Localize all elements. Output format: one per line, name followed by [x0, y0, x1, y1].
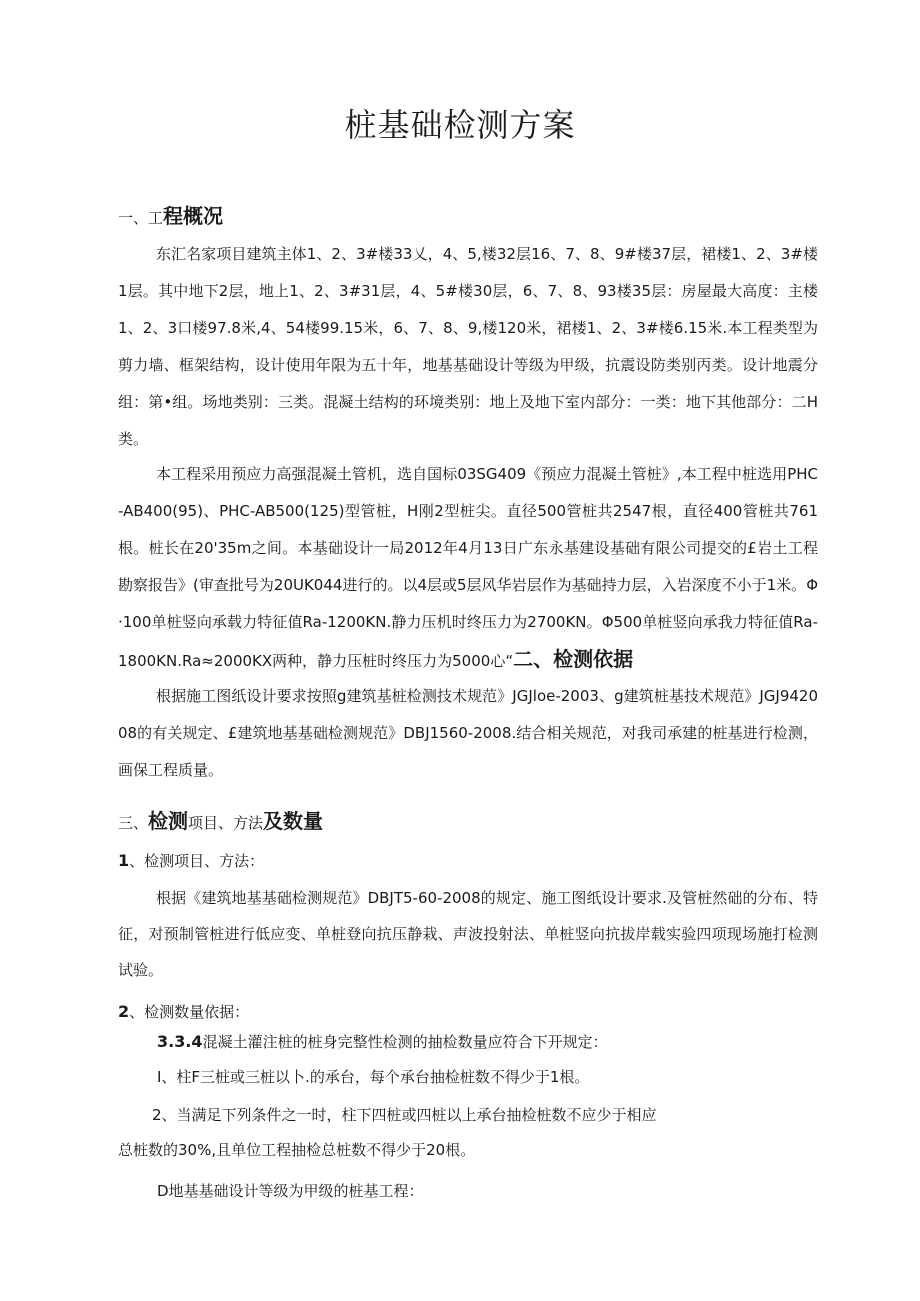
rule-item-2b: 总桩数的30%,且单位工程抽检总桩数不得少于20根。	[118, 1141, 476, 1159]
section-label-3a: 检测	[148, 809, 189, 833]
subheading-1	[118, 850, 264, 871]
section-number-3: 三、	[118, 814, 149, 832]
basis-paragraph: 根据施工图纸设计要求按照g建筑基桩检测技术规范》JGJloe-2003、g建筑桩基技术规范》JGJ942008的有关规定、£建筑地基基础检测规范》DBJ1560-2008.结合相关规范，对我司承建的桩基进行检测，画保工程质量。	[118, 687, 818, 779]
overview-paragraph: 东汇名家项目建筑主体1、2、3#楼33乂，4、5,楼32层16、7、8、9#楼37层，裙楼1、2、3#楼1层。其中地下2层，地上1、2、3#31层，4、5#楼30层，6、7、8、93楼35层：房屋最大高度：主楼1、2、3口楼97.8米,4、54楼99.15米，6、7、8、9,楼120米，裙楼1、2、3#楼6.15米.本工程类型为剪力墙、框架结构，设计使用年限为五十年，地基基础设计等级为甲级，抗震设防类别丙类。设计地震分组：第•组。场地类别：三类。混凝土结构的环境类别：地上及地下室内部分：一类：地下其他部分：二H类。	[118, 245, 818, 448]
clause-line	[157, 1031, 608, 1052]
section-label-1: 程概况	[163, 204, 224, 228]
subheading-2-text: 、检测数量依据：	[129, 1003, 250, 1021]
subheading-1-number: 1	[118, 851, 130, 870]
section-label-3c: 及数量	[263, 809, 324, 833]
section-label-3b: 项目、方法	[188, 814, 264, 832]
rule-item-2a: 2、当满足下列条件之一时，柱下四桩或四桩以上承台抽检桩数不应少于相应	[152, 1106, 657, 1124]
rule-item-3: D地基基础设计等级为甲级的桩基工程：	[157, 1182, 424, 1200]
page-title: 桩基础检测方案	[344, 106, 576, 144]
section-heading-3	[118, 805, 323, 834]
clause-number: 3.3.4	[157, 1032, 203, 1051]
rule-item-1: I、柱F三桩或三桩以卜.的承台，每个承台抽检桩数不得少于1根。	[157, 1068, 590, 1086]
subheading-2-number: 2	[118, 1002, 130, 1021]
pile-spec-paragraph	[118, 456, 818, 680]
pile-spec-text: 本工程采用预应力高强混凝土管机，选自国标03SG409《预应力混凝土管桩》,本工程中桩选用PHC-AB400(95)、PHC-AB500(125)型管桩，H刚2型桩尖。直径500管桩共2547根，直径400管桩共761根。桩长在20'35m之间。本基础设计一局2012年4月13日广东永基建设基础有限公司提交的£岩土工程勘察报告》(审查批号为20UK044进行的。以4层或5层风华岩层作为基础持力层，入岩深度不小于1米。Φ·100单桩竖向承载力特征值Ra-1200KN.静力压机时终压力为2700KN。Φ500单桩竖向承我力特征值Ra-1800KN.Ra≈2000KX两种，静力压桩时终压力为5000心“	[118, 465, 818, 670]
subheading-1-text: 、检测项目、方法：	[129, 852, 265, 870]
section-heading-2: 二、检测依据	[513, 647, 634, 671]
section-number-1: 一、工	[118, 209, 164, 227]
clause-text: 混凝土灌注桩的桩身完整性检测的抽检数量应符合下开规定：	[202, 1033, 608, 1051]
section-heading-1	[118, 200, 223, 229]
subheading-2	[118, 1001, 249, 1022]
methods-paragraph: 根据《建筑地基基础检测规范》DBJT5-60-2008的规定、施工图纸设计要求.及管桩然础的分布、特征，对预制管桩进行低应变、单桩登向抗压静栽、声波投射法、单桩竖向抗拔岸载实验四项现场施打检测试验。	[118, 889, 818, 979]
